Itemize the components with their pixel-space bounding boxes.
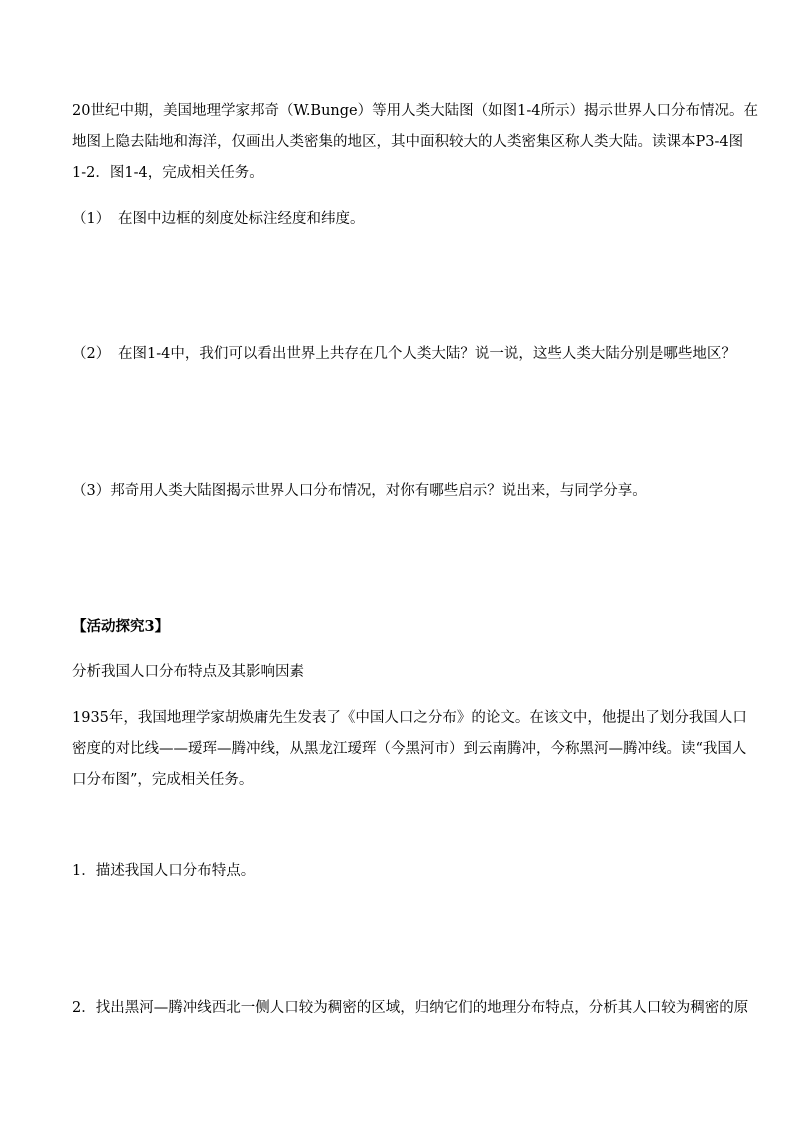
intro-line-2: 地图上隐去陆地和海洋，仅画出人类密集的地区，其中面积较大的人类密集区称人类大陆。读课本P3-4图 <box>72 134 744 150</box>
activity-heading: 【活动探究3】 <box>72 618 170 635</box>
task-2: 2．找出黑河—腾冲线西北一侧人口较为稠密的区域，归纳它们的地理分布特点，分析其人口较为稠密的原 <box>72 1000 749 1016</box>
activity-paragraph-line-3: 口分布图”，完成相关任务。 <box>72 772 254 788</box>
question-1-text: 在图中边框的刻度处标注经度和纬度。 <box>118 211 365 227</box>
question-1-number: （1） <box>72 211 111 227</box>
question-2-number: （2） <box>72 346 111 362</box>
question-3: （3）邦奇用人类大陆图揭示世界人口分布情况，对你有哪些启示？说出来，与同学分享。 <box>72 483 647 499</box>
intro-line-1: 20世纪中期，美国地理学家邦奇（W.Bunge）等用人类大陆图（如图1-4所示）揭示世界人口分布情况。在 <box>72 103 758 119</box>
question-1 <box>72 204 732 235</box>
activity-subtitle: 分析我国人口分布特点及其影响因素 <box>72 664 304 680</box>
activity-paragraph-line-1: 1935年，我国地理学家胡焕庸先生发表了《中国人口之分布》的论文。在该文中，他提出了划分我国人口 <box>72 710 747 726</box>
question-2-text: 在图1-4中，我们可以看出世界上共存在几个人类大陆？说一说，这些人类大陆分别是哪些地区？ <box>118 346 736 362</box>
question-2 <box>72 339 736 370</box>
intro-line-3: 1-2．图1-4，完成相关任务。 <box>72 165 264 181</box>
activity-paragraph-line-2: 密度的对比线——瑷珲—腾冲线，从黑龙江瑷珲（今黑河市）到云南腾冲，今称黑河—腾冲线。读“我国人 <box>72 741 747 757</box>
task-1: 1．描述我国人口分布特点。 <box>72 863 256 879</box>
